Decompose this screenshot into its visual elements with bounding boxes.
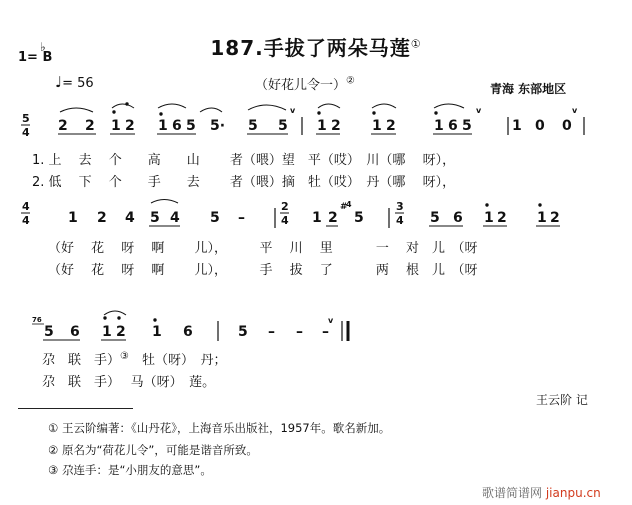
note: 6 — [172, 118, 182, 134]
time-sig-3-4-den: 4 — [396, 214, 404, 227]
note: 6 — [183, 324, 193, 340]
line1-lyrics — [32, 152, 455, 190]
note: 5 — [150, 210, 160, 226]
note: 0 — [535, 118, 545, 134]
note: – — [268, 324, 275, 340]
time-sig-4-4-den: 4 — [22, 214, 30, 227]
footnote-1: ① 王云阶编著：《山丹花》，上海音乐出版社，1957年。歌名新加。 — [48, 421, 391, 435]
time-sig-2-4-den: 4 — [281, 214, 289, 227]
note: 5 — [248, 118, 258, 134]
note: 1 — [434, 118, 444, 134]
time-sig-2-4-num: 2 — [281, 200, 289, 213]
grace-note: 76 — [32, 316, 42, 324]
line3-notes — [32, 311, 348, 341]
note: 5 — [210, 210, 220, 226]
time-sig-3-4-num: 3 — [396, 200, 404, 213]
time-sig-5-4-num: 5 — [22, 112, 30, 125]
note: 6 — [448, 118, 458, 134]
note: 0 — [562, 118, 572, 134]
note: 2 — [331, 118, 341, 134]
time-sig-5-4-den: 4 — [22, 126, 30, 139]
breath-mark: v — [476, 106, 482, 115]
note: 2 — [550, 210, 560, 226]
note: – — [238, 210, 245, 226]
line1-notes — [21, 103, 584, 139]
note: 2 — [328, 210, 338, 226]
line2-lyrics — [48, 240, 478, 278]
quarter-note-icon: ♩ — [55, 73, 63, 91]
note: 5 — [354, 210, 364, 226]
note: 1 — [152, 324, 162, 340]
note: 2 — [97, 210, 107, 226]
key-signature: 1= B ♭ — [18, 40, 53, 65]
lyric-v1: （好 花 呀 啊 儿）， 平 川 里 一 对 儿 （呀 — [48, 241, 478, 256]
lyric-v1: 尕 联 手）③ 牡（呀） 丹； — [42, 351, 227, 368]
grace-note: 4 — [346, 200, 352, 209]
note: 4 — [125, 210, 135, 226]
note: 4 — [170, 210, 180, 226]
tempo-marking: ♩= 56 — [55, 73, 94, 91]
lyric-v2: （好 花 呀 啊 儿）， 手 拔 了 两 根 儿 （呀 — [48, 263, 478, 278]
note: 5· — [210, 118, 226, 134]
recorder-credit: 王云阶 记 — [536, 393, 588, 407]
lyric-v1: 1. 上 去 个 高 山 者（喂）望 平（哎） 川（哪 呀）， — [32, 153, 456, 168]
note: 1 — [111, 118, 121, 134]
footnote-2: ② 原名为“荷花儿令”，可能是谐音所致。 — [48, 443, 258, 457]
note: 1 — [68, 210, 78, 226]
note: 5 — [462, 118, 472, 134]
line2-notes — [21, 200, 560, 229]
flat-sign: ♭ — [40, 40, 46, 54]
lyric-v2: 尕 联 手） 马（呀） 莲。 — [42, 375, 216, 390]
note: 5 — [430, 210, 440, 226]
breath-mark: v — [290, 106, 296, 115]
sharp-sign: # — [340, 202, 348, 212]
breath-mark: v — [572, 106, 578, 115]
breath-mark: v — [328, 316, 334, 325]
note: 1 — [537, 210, 547, 226]
note: 2 — [58, 118, 68, 134]
note: 6 — [453, 210, 463, 226]
note: 6 — [70, 324, 80, 340]
note: 1 — [312, 210, 322, 226]
note: 5 — [238, 324, 248, 340]
note: 2 — [85, 118, 95, 134]
line3-lyrics — [42, 351, 227, 390]
tune-name: （好花儿令一）② — [255, 75, 355, 93]
note: 5 — [186, 118, 196, 134]
note: – — [296, 324, 303, 340]
time-sig-4-4-num: 4 — [22, 200, 30, 213]
footnote-3: ③ 尕连手：是“小朋友的意思”。 — [48, 463, 212, 477]
region-label: 青海 东部地区 — [490, 82, 567, 96]
note: 1 — [372, 118, 382, 134]
note: 5 — [44, 324, 54, 340]
footnote-divider — [18, 408, 133, 409]
note: 2 — [386, 118, 396, 134]
note: 1 — [317, 118, 327, 134]
note: 2 — [116, 324, 126, 340]
note: 5 — [278, 118, 288, 134]
watermark: 歌谱简谱网 jianpu.cn — [482, 486, 601, 500]
note: 1 — [102, 324, 112, 340]
note: 1 — [484, 210, 494, 226]
note: – — [322, 324, 329, 340]
note: 1 — [158, 118, 168, 134]
note: 2 — [497, 210, 507, 226]
note: 1 — [512, 118, 522, 134]
song-title: 187.手拔了两朵马莲① — [210, 36, 422, 60]
lyric-v2: 2. 低 下 个 手 去 者（喂）摘 牡（哎） 丹（哪 呀）， — [32, 175, 456, 190]
note: 2 — [125, 118, 135, 134]
